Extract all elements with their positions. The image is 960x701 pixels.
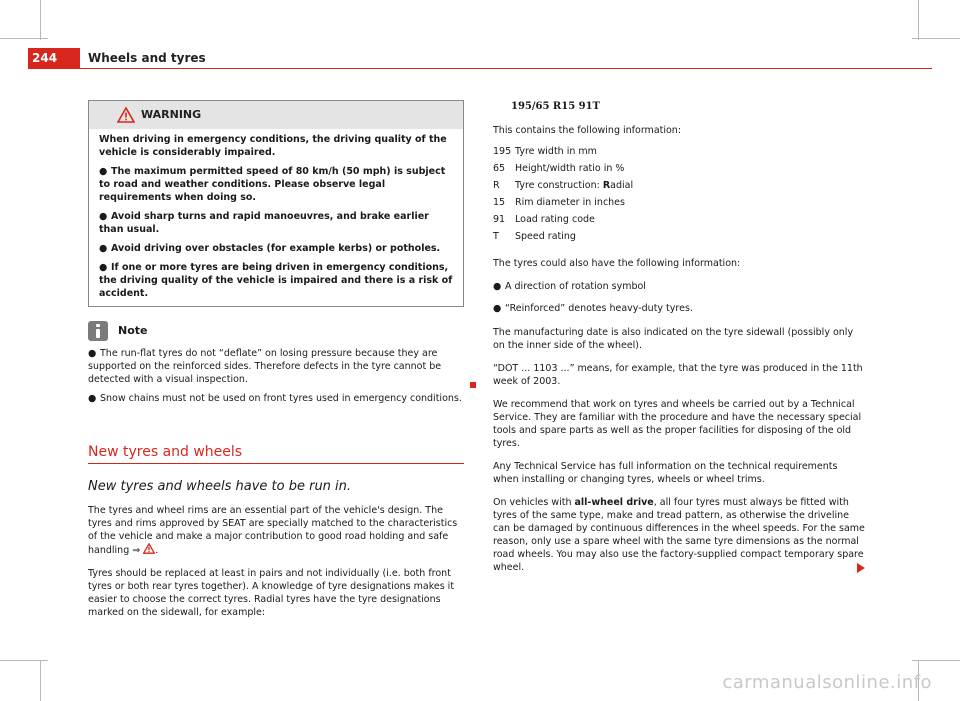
table-row: [493, 145, 865, 162]
section-title: New tyres and wheels: [88, 445, 464, 464]
body-paragraph: This contains the following information:: [493, 125, 682, 136]
right-column: [493, 100, 865, 574]
body-paragraph: [493, 496, 865, 574]
info-note-icon: [88, 321, 108, 341]
body-paragraph: “DOT ... 1103 ...” means, for example, that the tyre was produced in the 11th week of 2003.: [493, 363, 863, 387]
bullet-icon: ●: [88, 348, 97, 359]
bullet-icon: ●: [493, 303, 502, 314]
tyre-code-part: 195: [493, 146, 512, 157]
body-paragraph: Tyres should be replaced at least in pairs and not individually (i.e. both front tyres or both rear tyres together). A knowledge of tyre designations makes it easier to choose the correct tyres. Radial tyres have the tyre designations marked on the sidewall, for example:: [88, 568, 455, 618]
warning-body: [89, 129, 463, 306]
bullet-icon: ●: [99, 211, 108, 222]
tyre-code-part: 91: [493, 214, 506, 225]
page-header-title: Wheels and tyres: [88, 51, 206, 65]
table-row: [493, 162, 865, 179]
note-item: [88, 347, 464, 386]
table-row: [493, 179, 865, 196]
table-row: [493, 230, 865, 247]
tyre-code-desc: Tyre width in mm: [515, 146, 597, 157]
tyre-code-desc: Speed rating: [515, 231, 576, 242]
tyre-code-part: 15: [493, 197, 506, 208]
section-subtitle: New tyres and wheels have to be run in.: [88, 479, 352, 494]
list-item-text: “Reinforced” denotes heavy-duty tyres.: [505, 303, 693, 314]
bullet-icon: ●: [88, 393, 97, 404]
body-paragraph: Any Technical Service has full information on the technical requirements when installing or changing tyres, wheels or wheel trims.: [493, 461, 838, 485]
desc-bold: R: [602, 180, 611, 191]
bullet-icon: ●: [99, 243, 108, 254]
note-item-text: Snow chains must not be used on front tyres used in emergency conditions.: [100, 393, 462, 404]
desc-text: Tyre construction:: [515, 180, 603, 191]
body-paragraph: The tyres could also have the following information:: [493, 258, 741, 269]
note-item: [88, 392, 464, 405]
warning-bullet: [99, 210, 453, 236]
crop-mark: [40, 0, 41, 40]
warning-header: [89, 101, 463, 129]
body-paragraph: The manufacturing date is also indicated on the tyre sidewall (possibly only on the inner side of the wheel).: [493, 327, 854, 351]
tyre-code-desc: Height/width ratio in %: [515, 163, 625, 174]
warning-title: WARNING: [141, 108, 202, 121]
crop-mark: [912, 660, 960, 661]
left-column: [88, 100, 464, 619]
crop-mark: [912, 38, 960, 39]
warning-bullet-text: Avoid sharp turns and rapid manoeuvres, and brake earlier than usual.: [99, 211, 429, 235]
bullet-icon: ●: [493, 281, 502, 292]
warning-triangle-icon: [117, 107, 135, 123]
body-paragraph: We recommend that work on tyres and wheels be carried out by a Technical Service. They are familiar with the procedure and have the necessary special tools and spare parts as well as the proper facilities for disposing of the old tyres.: [493, 399, 862, 449]
body-text: On vehicles with: [493, 497, 575, 508]
page-number: 244: [28, 48, 80, 68]
body-text-bold: all-wheel drive: [574, 497, 654, 508]
body-text: .: [155, 545, 159, 556]
note-header: [88, 321, 464, 341]
tyre-code-desc: Load rating code: [515, 214, 595, 225]
warning-bullet-text: Avoid driving over obstacles (for example kerbs) or potholes.: [111, 243, 441, 254]
warning-paragraph: When driving in emergency conditions, the driving quality of the vehicle is considerably impaired.: [99, 134, 447, 158]
body-paragraph: [88, 504, 464, 557]
body-text: The tyres and wheel rims are an essential part of the vehicle's design. The tyres and rims approved by SEAT are specially matched to the characteristics of the vehicle and make a major contribution to good road holding and safe handling ⇒: [88, 505, 458, 556]
note-body: [88, 347, 464, 405]
list-item: [493, 302, 865, 316]
warning-bullet: [99, 261, 453, 300]
table-row: [493, 196, 865, 213]
crop-mark: [918, 0, 919, 40]
header-rule: [28, 68, 932, 69]
tyre-code-example: 195/65 R15 91T: [511, 101, 600, 112]
bullet-icon: ●: [99, 166, 108, 177]
bullet-icon: ●: [99, 262, 108, 273]
watermark: carmanualsonline.info: [722, 672, 932, 693]
desc-text: adial: [610, 180, 634, 191]
tyre-code-part: R: [493, 180, 500, 191]
warning-box: [88, 100, 464, 307]
tyre-code-desc: Rim diameter in inches: [515, 197, 625, 208]
crop-mark: [40, 660, 41, 701]
tyre-info-table: [493, 145, 865, 247]
warning-bullet: [99, 242, 453, 255]
body-text: , all four tyres must always be fitted with tyres of the same type, make and tread pattern, as otherwise the driveline can be damaged by continuous differences in the wheel speeds. For the same reason, only use a spare wheel with the same tyre dimensions as the normal road wheels. You may also use the factory-supplied compact temporary spare wheel.: [493, 497, 865, 573]
note-item-text: The run-flat tyres do not “deflate” on losing pressure because they are supported on the reinforced sides. Therefore defects in the tyre cannot be detected with a visual inspection.: [88, 348, 442, 385]
list-item-text: A direction of rotation symbol: [505, 281, 646, 292]
tyre-code-part: 65: [493, 163, 506, 174]
warning-reference-icon[interactable]: [143, 543, 155, 554]
note-title: Note: [118, 324, 148, 337]
section-end-marker: [470, 382, 476, 388]
tyre-code-desc: [515, 179, 633, 196]
warning-bullet: [99, 165, 453, 204]
continue-arrow-icon: [857, 563, 865, 573]
list-item: [493, 280, 865, 294]
warning-bullet-text: The maximum permitted speed of 80 km/h (50 mph) is subject to road and weather conditions. Please observe legal requirements when doing so.: [99, 166, 446, 203]
table-row: [493, 213, 865, 230]
tyre-code-part: T: [493, 231, 499, 242]
warning-bullet-text: If one or more tyres are being driven in emergency conditions, the driving quality of the vehicle is impaired and there is a risk of accident.: [99, 262, 453, 299]
